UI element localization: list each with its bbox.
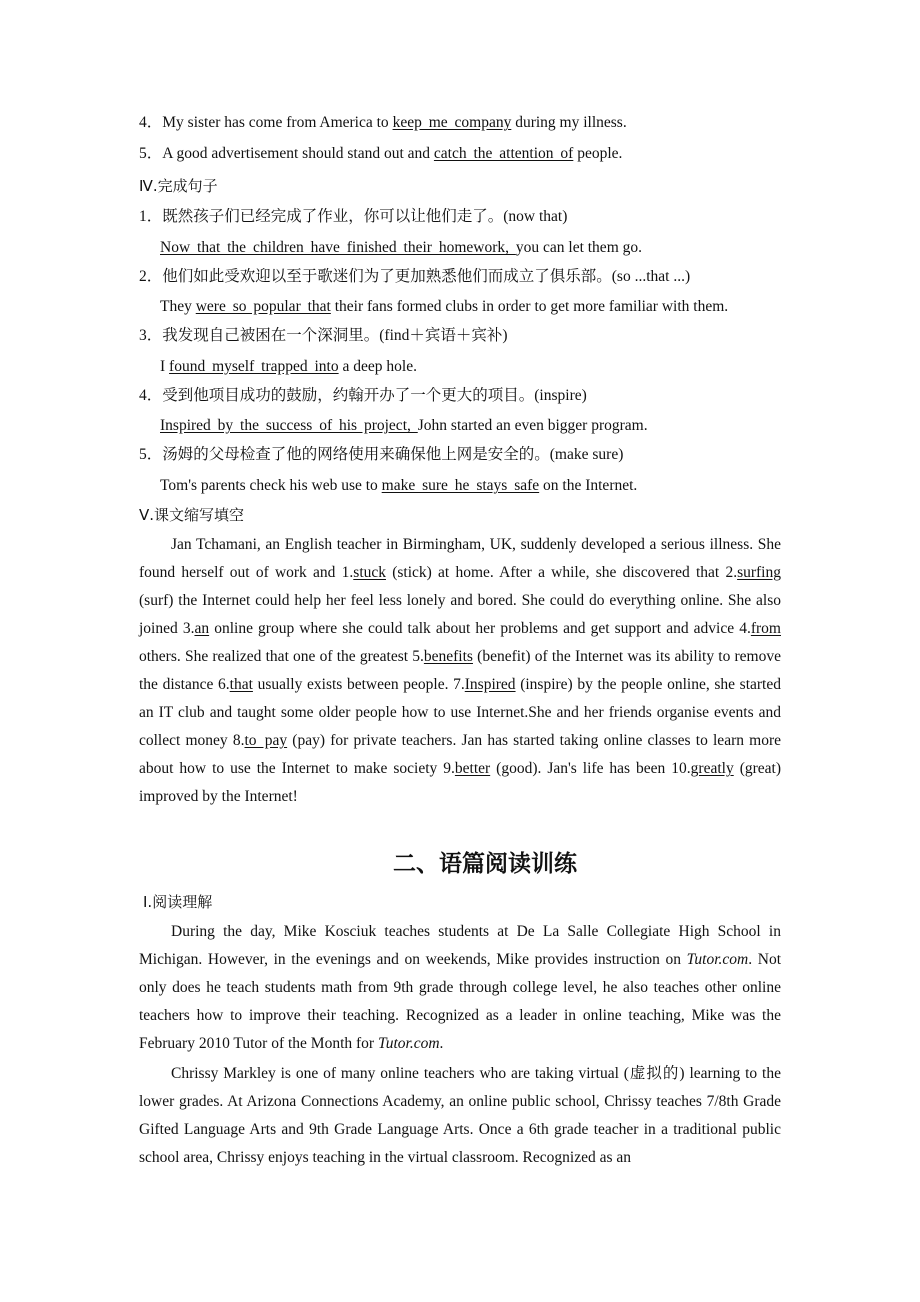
sentence-post: John started an even bigger program. bbox=[417, 417, 648, 434]
answer: make sure he stays safe bbox=[381, 477, 540, 494]
blank-answer-8: to pay bbox=[244, 732, 288, 749]
chinese-prompt: 我发现自己被困在一个深洞里。(find＋宾语＋宾补) bbox=[162, 327, 508, 344]
summary-paragraph bbox=[139, 531, 781, 811]
item-number: 4． bbox=[139, 387, 163, 404]
reading-subtitle: Ⅰ.阅读理解 bbox=[143, 893, 213, 911]
s4-item-1-prompt bbox=[139, 207, 567, 227]
answer: found myself trapped into bbox=[169, 358, 339, 375]
item-number: 3． bbox=[139, 327, 163, 344]
s4-item-5-answer bbox=[160, 476, 637, 496]
sentence-pre: They bbox=[160, 298, 196, 315]
text-run: others. She realized that one of the greatest 5. bbox=[139, 648, 424, 665]
sentence-pre: A good advertisement should stand out and bbox=[162, 145, 434, 162]
s4-item-4-prompt bbox=[139, 386, 587, 406]
blank-answer-7: Inspired bbox=[464, 676, 516, 693]
chinese-prompt: 他们如此受欢迎以至于歌迷们为了更加熟悉他们而成立了俱乐部。(so ...that ...) bbox=[162, 268, 691, 285]
text-run: (good). Jan's life has been 10. bbox=[490, 760, 691, 777]
s4-item-2-answer bbox=[160, 297, 728, 317]
section-5-title: Ⅴ.课文缩写填空 bbox=[139, 506, 245, 524]
text-run: (benefit) of the Internet was its ability to remove the distance 6. bbox=[139, 648, 781, 693]
chinese-prompt: 既然孩子们已经完成了作业，你可以让他们走了。(now that) bbox=[162, 208, 568, 225]
s3-item-4 bbox=[139, 113, 627, 133]
blank-answer-4: from bbox=[750, 620, 781, 637]
sentence-post: you can let them go. bbox=[515, 239, 642, 256]
sentence-post: during my illness. bbox=[511, 114, 627, 131]
chinese-prompt: 汤姆的父母检查了他的网络使用来确保他上网是安全的。(make sure) bbox=[162, 446, 624, 463]
s4-item-3-answer bbox=[160, 357, 417, 377]
item-number: 5． bbox=[139, 446, 163, 463]
text-run: (pay) for private teachers. Jan has started taking online classes to learn more about how to use the Internet to make society 9. bbox=[139, 732, 782, 777]
text-run: . Not only does he teach students math from 9th grade through college level, he also teaches other online teachers how to improve their teaching. Recognized as a leader in online teaching, Mike was the February 2010 Tutor of the Month for bbox=[139, 951, 781, 1052]
s4-item-4-answer bbox=[160, 416, 648, 436]
blank-answer-10: greatly bbox=[690, 760, 734, 777]
answer: keep me company bbox=[392, 114, 512, 131]
answer: were so popular that bbox=[195, 298, 331, 315]
text-run: Jan Tchamani, an English teacher in Birmingham, UK, suddenly developed a serious illness. She found herself out of work and 1. bbox=[139, 536, 781, 581]
reading-paragraph-2: Chrissy Markley is one of many online teachers who are taking virtual (虚拟的) learning to the lower grades. At Arizona Connections Academy, an online public school, Chrissy teaches 7/8th Grade Gifted Language Arts and 9th Grade Language Arts. Once a 6th grade teacher in a traditional public school area, Chrissy enjoys teaching in the virtual classroom. Recognized as an bbox=[139, 1065, 781, 1166]
text-run: (stick) at home. After a while, she discovered that 2. bbox=[386, 564, 738, 581]
item-number: 4． bbox=[139, 114, 163, 131]
sentence-pre: I bbox=[160, 358, 170, 375]
text-run: . bbox=[439, 1035, 444, 1052]
text-run: usually exists between people. 7. bbox=[252, 676, 465, 693]
item-number: 1． bbox=[139, 208, 163, 225]
item-number: 5． bbox=[139, 145, 163, 162]
blank-answer-1: stuck bbox=[353, 564, 386, 581]
answer: Now that the children have finished their homework, bbox=[160, 239, 516, 256]
item-number: 2． bbox=[139, 268, 163, 285]
site-name: Tutor.com bbox=[686, 951, 749, 968]
s4-item-3-prompt bbox=[139, 326, 508, 346]
answer: catch the attention of bbox=[433, 145, 574, 162]
s4-item-1-answer bbox=[160, 238, 642, 258]
sentence-post: a deep hole. bbox=[338, 358, 417, 375]
blank-answer-6: that bbox=[229, 676, 253, 693]
s4-item-5-prompt bbox=[139, 445, 623, 465]
sentence-pre: Tom's parents check his web use to bbox=[160, 477, 382, 494]
s3-item-5 bbox=[139, 144, 622, 164]
reading-paragraph-1 bbox=[139, 918, 781, 1058]
s4-item-2-prompt bbox=[139, 267, 690, 287]
blank-answer-3: an bbox=[194, 620, 210, 637]
blank-answer-9: better bbox=[454, 760, 491, 777]
sentence-post: on the Internet. bbox=[539, 477, 638, 494]
text-run: (surf) the Internet could help her feel less lonely and bored. She could do everything online. She also joined 3. bbox=[139, 592, 781, 637]
text-run: (inspire) by the people online, she started an IT club and taught some older people how to use Internet.She and her friends organise events and collect money 8. bbox=[139, 676, 781, 749]
text-run: During the day, Mike Kosciuk teaches students at De La Salle Collegiate High School in Michigan. However, in the evenings and on weekends, Mike provides instruction on bbox=[139, 923, 781, 968]
blank-answer-2: surfing bbox=[737, 564, 781, 581]
text-run: (great) improved by the Internet! bbox=[139, 760, 781, 805]
text-run: online group where she could talk about her problems and get support and advice 4. bbox=[209, 620, 751, 637]
chinese-prompt: 受到他项目成功的鼓励，约翰开办了一个更大的项目。(inspire) bbox=[162, 387, 587, 404]
site-name: Tutor.com bbox=[377, 1035, 440, 1052]
sentence-post: their fans formed clubs in order to get more familiar with them. bbox=[330, 298, 729, 315]
part-2-title: 二、语篇阅读训练 bbox=[393, 851, 577, 877]
answer: Inspired by the success of his project, bbox=[160, 417, 418, 434]
section-4-title: Ⅳ.完成句子 bbox=[139, 177, 218, 195]
sentence-post: people. bbox=[573, 145, 623, 162]
blank-answer-5: benefits bbox=[423, 648, 473, 665]
sentence-pre: My sister has come from America to bbox=[162, 114, 393, 131]
